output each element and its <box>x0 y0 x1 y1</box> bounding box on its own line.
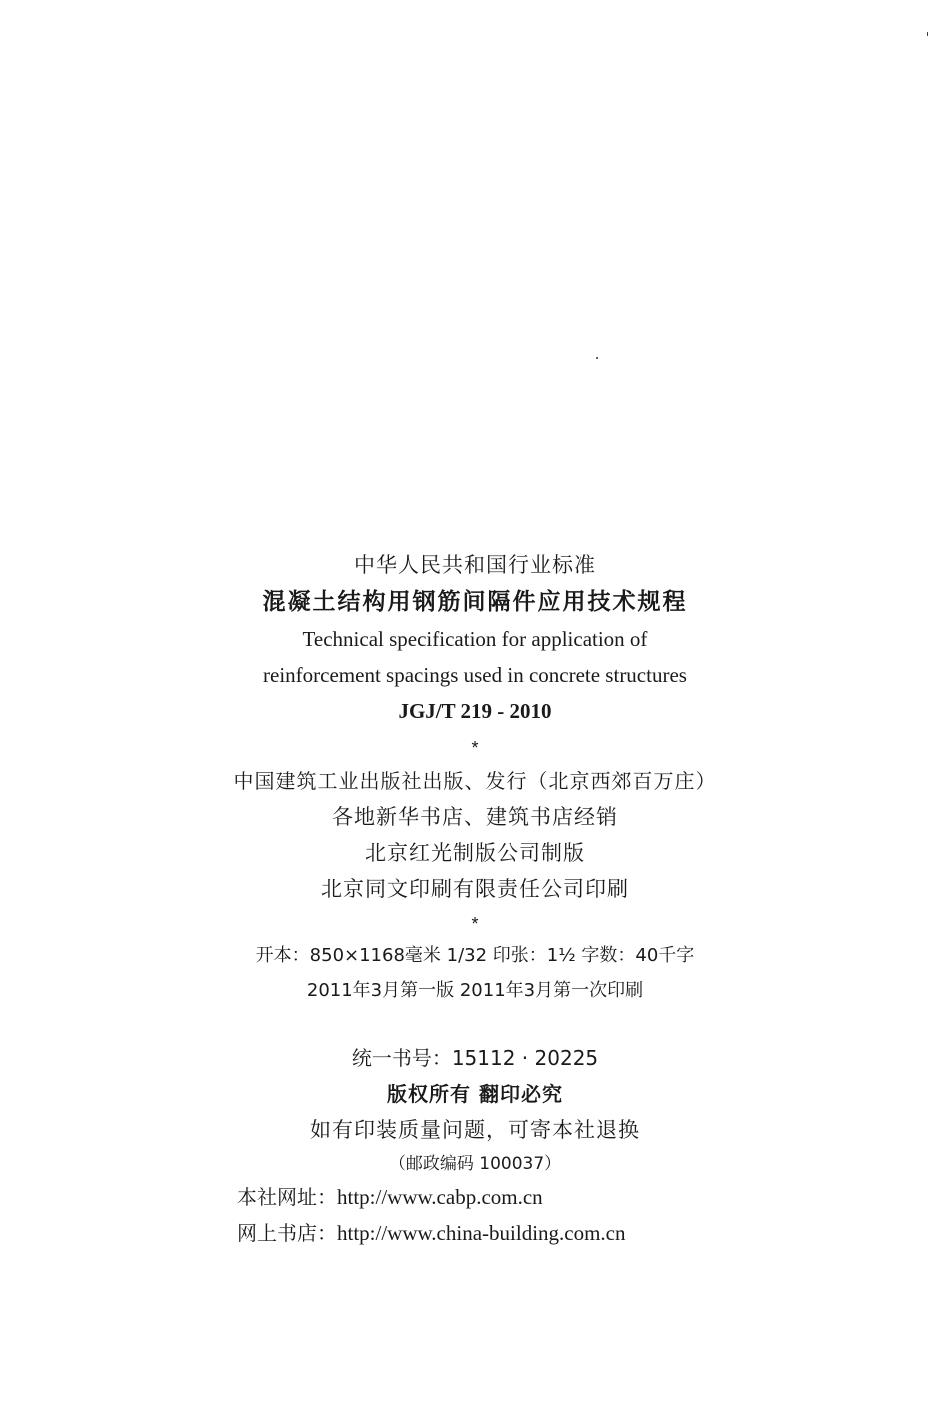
title-english-line-1: Technical specification for application of <box>302 627 648 651</box>
website-url: http://www.cabp.com.cn <box>337 1185 543 1209</box>
website-label: 本社网址： <box>237 1185 337 1209</box>
bookstore-url: http://www.china-building.com.cn <box>337 1221 626 1245</box>
bookstore-row <box>237 1223 626 1244</box>
title-english-line-2: reinforcement spacings used in concrete structures <box>263 663 687 687</box>
book-number-line: 统一书号：15112 · 20225 <box>351 1046 599 1070</box>
standard-code: JGJ/T 219 - 2010 <box>398 699 552 723</box>
standard-category: 中华人民共和国行业标准 <box>354 553 596 577</box>
copyright-line: 版权所有 翻印必究 <box>387 1082 563 1106</box>
website-row <box>237 1187 543 1208</box>
publisher-line: 中国建筑工业出版社出版、发行（北京西郊百万庄） <box>233 769 717 793</box>
postal-code-line: （邮政编码 100037） <box>388 1154 562 1174</box>
format-specs-line: 开本：850×1168毫米 1/32 印张：1½ 字数：40千字 <box>255 945 695 966</box>
bookstore-label: 网上书店： <box>237 1221 337 1245</box>
plate-maker-line: 北京红光制版公司制版 <box>365 841 585 865</box>
title-chinese: 混凝土结构用钢筋间隔件应用技术规程 <box>262 589 688 615</box>
separator-asterisk-2: * <box>471 914 479 934</box>
printer-line: 北京同文印刷有限责任公司印刷 <box>321 877 629 901</box>
edition-line: 2011年3月第一版 2011年3月第一次印刷 <box>306 980 644 1001</box>
separator-asterisk-1: * <box>471 738 479 758</box>
scan-dot-mark <box>596 357 598 359</box>
distributor-line: 各地新华书店、建筑书店经销 <box>332 805 618 829</box>
scan-corner-mark <box>927 32 928 36</box>
return-notice-line: 如有印装质量问题，可寄本社退换 <box>310 1118 640 1142</box>
